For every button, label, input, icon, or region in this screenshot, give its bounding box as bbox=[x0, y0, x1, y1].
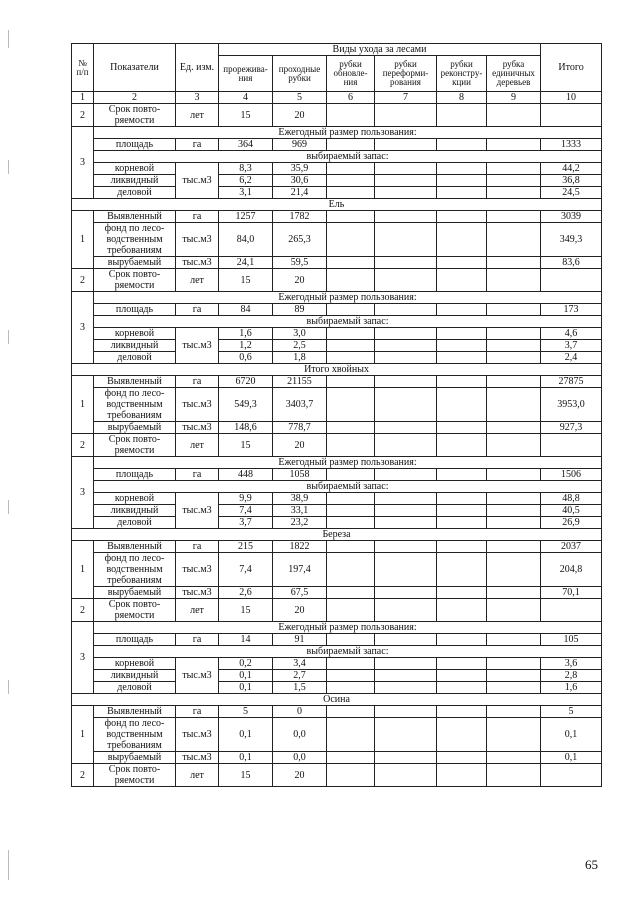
total-cell: 3,7 bbox=[541, 340, 602, 352]
table-row bbox=[72, 752, 602, 764]
table-row bbox=[72, 223, 602, 257]
col-number: 10 bbox=[541, 92, 602, 104]
row-label: фонд по лесо-водственным требованиям bbox=[94, 223, 176, 257]
table-row: 2 Срок повто-ряемости лет 15 20 bbox=[72, 764, 602, 787]
cell: 91 bbox=[273, 634, 327, 646]
section-row-aspen bbox=[72, 694, 602, 706]
table-row bbox=[72, 151, 602, 163]
cell: 9,9 bbox=[219, 493, 273, 505]
header-col-renewal: рубки обновле-ния bbox=[327, 56, 375, 92]
cell: 0,0 bbox=[273, 718, 327, 752]
header-col-single: рубка единичных деревьев bbox=[487, 56, 541, 92]
total-cell: 5 bbox=[541, 706, 602, 718]
row-label: корневой bbox=[94, 493, 176, 505]
row-unit: лет bbox=[176, 104, 219, 127]
row-label: Срок повто-ряемости bbox=[94, 269, 176, 292]
row-unit: га bbox=[176, 541, 219, 553]
column-number-row bbox=[72, 92, 602, 104]
section-row-conifer-total bbox=[72, 364, 602, 376]
cell: 1,8 bbox=[273, 352, 327, 364]
row-label: Выявленный bbox=[94, 541, 176, 553]
row-unit: тыс.м3 bbox=[176, 223, 219, 257]
table-row bbox=[72, 388, 602, 422]
total-cell: 0,1 bbox=[541, 752, 602, 764]
row-label: вырубаемый bbox=[94, 752, 176, 764]
cell: 20 bbox=[273, 764, 327, 787]
cell: 364 bbox=[219, 139, 273, 151]
cell: 21,4 bbox=[273, 187, 327, 199]
header-row bbox=[72, 44, 602, 56]
cell: 0,6 bbox=[219, 352, 273, 364]
row-label: Срок повто-ряемости bbox=[94, 599, 176, 622]
total-cell: 44,2 bbox=[541, 163, 602, 175]
cell: 3,7 bbox=[219, 517, 273, 529]
header-col-thinning: прорежива-ния bbox=[219, 56, 273, 92]
section-title: Осина bbox=[72, 694, 602, 706]
total-cell: 48,8 bbox=[541, 493, 602, 505]
row-label: корневой bbox=[94, 163, 176, 175]
total-cell: 2,8 bbox=[541, 670, 602, 682]
cell: 6,2 bbox=[219, 175, 273, 187]
row-label: Ежегодный размер пользования: bbox=[94, 622, 602, 634]
table-row bbox=[72, 316, 602, 328]
table-row bbox=[72, 163, 602, 175]
table-row: 2 Срок повто-ряемости лет 15 20 bbox=[72, 269, 602, 292]
header-col-pass: проходные рубки bbox=[273, 56, 327, 92]
header-care-types: Виды ухода за лесами bbox=[219, 44, 541, 56]
row-label: ликвидный bbox=[94, 175, 176, 187]
cell: 2,7 bbox=[273, 670, 327, 682]
table-row bbox=[72, 175, 602, 187]
col-number: 2 bbox=[94, 92, 176, 104]
table-row bbox=[72, 718, 602, 752]
row-label: фонд по лесо-водственным требованиям bbox=[94, 718, 176, 752]
row-label: ликвидный bbox=[94, 340, 176, 352]
row-unit: га bbox=[176, 211, 219, 223]
total-cell: 3039 bbox=[541, 211, 602, 223]
table-row: 3 Ежегодный размер пользования: bbox=[72, 457, 602, 469]
row-label: Срок повто-ряемости bbox=[94, 104, 176, 127]
row-unit: тыс.м3 bbox=[176, 752, 219, 764]
row-unit: лет bbox=[176, 764, 219, 787]
total-cell: 105 bbox=[541, 634, 602, 646]
row-label: площадь bbox=[94, 139, 176, 151]
table-row: 2 Срок повто-ряемости лет 15 20 bbox=[72, 599, 602, 622]
table-row bbox=[72, 469, 602, 481]
cell: 148,6 bbox=[219, 422, 273, 434]
cell: 23,2 bbox=[273, 517, 327, 529]
cell: 89 bbox=[273, 304, 327, 316]
row-label: ликвидный bbox=[94, 670, 176, 682]
binding-mark bbox=[8, 850, 9, 880]
row-unit: га bbox=[176, 706, 219, 718]
col-number: 4 bbox=[219, 92, 273, 104]
cell: 20 bbox=[273, 104, 327, 127]
cell: 0,1 bbox=[219, 752, 273, 764]
row-label: фонд по лесо-водственным требованиям bbox=[94, 553, 176, 587]
table-row: 1 Выявленный га 1257 1782 3039 bbox=[72, 211, 602, 223]
row-unit: лет bbox=[176, 269, 219, 292]
table-row bbox=[72, 139, 602, 151]
cell: 1,5 bbox=[273, 682, 327, 694]
cell: 33,1 bbox=[273, 505, 327, 517]
cell: 448 bbox=[219, 469, 273, 481]
cell: 15 bbox=[219, 269, 273, 292]
cell: 1,2 bbox=[219, 340, 273, 352]
cell: 14 bbox=[219, 634, 273, 646]
section-title: Береза bbox=[72, 529, 602, 541]
header-col-reform: рубки переформи-рования bbox=[375, 56, 437, 92]
cell: 3,0 bbox=[273, 328, 327, 340]
row-unit: тыс.м3 bbox=[176, 587, 219, 599]
header-indicators: Показатели bbox=[94, 44, 176, 92]
table-row bbox=[72, 505, 602, 517]
binding-mark bbox=[8, 330, 9, 344]
row-unit: тыс.м3 bbox=[176, 422, 219, 434]
cell: 21155 bbox=[273, 376, 327, 388]
table-row: 1 Выявленный га 215 1822 2037 bbox=[72, 541, 602, 553]
row-label: площадь bbox=[94, 634, 176, 646]
cell: 5 bbox=[219, 706, 273, 718]
row-label: деловой bbox=[94, 187, 176, 199]
total-cell: 3953,0 bbox=[541, 388, 602, 422]
cell: 1822 bbox=[273, 541, 327, 553]
row-label: фонд по лесо-водственным требованиям bbox=[94, 388, 176, 422]
total-cell: 2037 bbox=[541, 541, 602, 553]
total-cell: 1333 bbox=[541, 139, 602, 151]
total-cell: 927,3 bbox=[541, 422, 602, 434]
total-cell: 173 bbox=[541, 304, 602, 316]
cell: 6720 bbox=[219, 376, 273, 388]
cell: 0,2 bbox=[219, 658, 273, 670]
cell: 1058 bbox=[273, 469, 327, 481]
row-label: Выявленный bbox=[94, 706, 176, 718]
header-unit: Ед. изм. bbox=[176, 44, 219, 92]
row-label: Ежегодный размер пользования: bbox=[94, 457, 602, 469]
cell: 20 bbox=[273, 599, 327, 622]
row-label: Ежегодный размер пользования: bbox=[94, 292, 602, 304]
table-row bbox=[72, 257, 602, 269]
table-row bbox=[72, 481, 602, 493]
binding-mark bbox=[8, 680, 9, 694]
cell: 7,4 bbox=[219, 553, 273, 587]
table-row: 2 Срок повто-ряемости лет 15 20 bbox=[72, 434, 602, 457]
cell: 969 bbox=[273, 139, 327, 151]
row-label: площадь bbox=[94, 469, 176, 481]
total-cell: 36,8 bbox=[541, 175, 602, 187]
table-row: 1 Выявленный га 6720 21155 27875 bbox=[72, 376, 602, 388]
cell: 8,3 bbox=[219, 163, 273, 175]
cell: 15 bbox=[219, 599, 273, 622]
row-label: Ежегодный размер пользования: bbox=[94, 127, 602, 139]
cell: 3403,7 bbox=[273, 388, 327, 422]
table-row bbox=[72, 646, 602, 658]
cell: 24,1 bbox=[219, 257, 273, 269]
table-row: 3 Ежегодный размер пользования: bbox=[72, 127, 602, 139]
table-row: 1 Выявленный га 5 0 5 bbox=[72, 706, 602, 718]
cell: 215 bbox=[219, 541, 273, 553]
cell: 2,5 bbox=[273, 340, 327, 352]
row-unit: га bbox=[176, 376, 219, 388]
col-number: 5 bbox=[273, 92, 327, 104]
row-unit: га bbox=[176, 139, 219, 151]
cell: 15 bbox=[219, 434, 273, 457]
row-label: выбираемый запас: bbox=[94, 316, 602, 328]
table-row bbox=[72, 670, 602, 682]
section-title: Ель bbox=[72, 199, 602, 211]
row-label: корневой bbox=[94, 658, 176, 670]
cell: 0,1 bbox=[219, 718, 273, 752]
header-col-reconstr: рубки реконстру-кции bbox=[437, 56, 487, 92]
row-unit: тыс.м3 bbox=[176, 718, 219, 752]
table-row bbox=[72, 328, 602, 340]
page-number: 65 bbox=[585, 857, 598, 872]
cell: 0,1 bbox=[219, 670, 273, 682]
row-label: площадь bbox=[94, 304, 176, 316]
row-label: деловой bbox=[94, 352, 176, 364]
table-row: 3 Ежегодный размер пользования: bbox=[72, 622, 602, 634]
section-title: Итого хвойных bbox=[72, 364, 602, 376]
row-unit: тыс.м3 bbox=[176, 658, 219, 694]
section-row-birch bbox=[72, 529, 602, 541]
table-row bbox=[72, 658, 602, 670]
cell: 84 bbox=[219, 304, 273, 316]
row-label: вырубаемый bbox=[94, 422, 176, 434]
col-number: 6 bbox=[327, 92, 375, 104]
cell: 549,3 bbox=[219, 388, 273, 422]
header-total: Итого bbox=[541, 44, 602, 92]
col-number: 8 bbox=[437, 92, 487, 104]
row-label: Выявленный bbox=[94, 211, 176, 223]
total-cell: 0,1 bbox=[541, 718, 602, 752]
binding-mark bbox=[8, 500, 9, 514]
row-label: вырубаемый bbox=[94, 587, 176, 599]
cell: 0,0 bbox=[273, 752, 327, 764]
total-cell: 4,6 bbox=[541, 328, 602, 340]
row-unit: тыс.м3 bbox=[176, 388, 219, 422]
cell: 265,3 bbox=[273, 223, 327, 257]
table-row bbox=[72, 352, 602, 364]
row-label: выбираемый запас: bbox=[94, 646, 602, 658]
total-cell: 24,5 bbox=[541, 187, 602, 199]
forest-care-table bbox=[71, 43, 602, 787]
cell: 35,9 bbox=[273, 163, 327, 175]
row-label: вырубаемый bbox=[94, 257, 176, 269]
cell: 30,6 bbox=[273, 175, 327, 187]
total-cell: 1506 bbox=[541, 469, 602, 481]
total-cell: 1,6 bbox=[541, 682, 602, 694]
total-cell: 70,1 bbox=[541, 587, 602, 599]
cell: 20 bbox=[273, 269, 327, 292]
table-row: 2 Срок повто-ряемости лет 15 20 bbox=[72, 104, 602, 127]
row-label: корневой bbox=[94, 328, 176, 340]
total-cell: 26,9 bbox=[541, 517, 602, 529]
row-unit: тыс.м3 bbox=[176, 328, 219, 364]
cell: 3,4 bbox=[273, 658, 327, 670]
cell: 3,1 bbox=[219, 187, 273, 199]
cell: 0,1 bbox=[219, 682, 273, 694]
row-unit: лет bbox=[176, 434, 219, 457]
table-row bbox=[72, 187, 602, 199]
row-label: Срок повто-ряемости bbox=[94, 764, 176, 787]
table-row bbox=[72, 553, 602, 587]
table-row: 3 Ежегодный размер пользования: bbox=[72, 292, 602, 304]
cell: 67,5 bbox=[273, 587, 327, 599]
row-unit: лет bbox=[176, 599, 219, 622]
row-label: выбираемый запас: bbox=[94, 481, 602, 493]
total-cell: 2,4 bbox=[541, 352, 602, 364]
cell: 84,0 bbox=[219, 223, 273, 257]
cell: 7,4 bbox=[219, 505, 273, 517]
binding-mark bbox=[8, 30, 9, 48]
row-label: Срок повто-ряемости bbox=[94, 434, 176, 457]
table-row bbox=[72, 682, 602, 694]
cell: 15 bbox=[219, 764, 273, 787]
table-row bbox=[72, 517, 602, 529]
table-row bbox=[72, 587, 602, 599]
row-unit: тыс.м3 bbox=[176, 493, 219, 529]
section-row-el bbox=[72, 199, 602, 211]
row-unit: га bbox=[176, 304, 219, 316]
cell: 59,5 bbox=[273, 257, 327, 269]
row-unit: тыс.м3 bbox=[176, 163, 219, 199]
table-row bbox=[72, 304, 602, 316]
row-label: Выявленный bbox=[94, 376, 176, 388]
table-row bbox=[72, 634, 602, 646]
total-cell: 3,6 bbox=[541, 658, 602, 670]
table-row bbox=[72, 340, 602, 352]
total-cell: 83,6 bbox=[541, 257, 602, 269]
cell: 778,7 bbox=[273, 422, 327, 434]
total-cell: 40,5 bbox=[541, 505, 602, 517]
cell: 15 bbox=[219, 104, 273, 127]
total-cell: 204,8 bbox=[541, 553, 602, 587]
header-num: № п/п bbox=[72, 44, 94, 92]
cell: 38,9 bbox=[273, 493, 327, 505]
table-row bbox=[72, 422, 602, 434]
total-cell: 27875 bbox=[541, 376, 602, 388]
row-unit: га bbox=[176, 634, 219, 646]
cell: 20 bbox=[273, 434, 327, 457]
cell: 2,6 bbox=[219, 587, 273, 599]
cell: 197,4 bbox=[273, 553, 327, 587]
row-unit: га bbox=[176, 469, 219, 481]
cell: 1,6 bbox=[219, 328, 273, 340]
row-label: выбираемый запас: bbox=[94, 151, 602, 163]
row-unit: тыс.м3 bbox=[176, 257, 219, 269]
row-label: деловой bbox=[94, 517, 176, 529]
binding-mark bbox=[8, 160, 9, 174]
row-unit: тыс.м3 bbox=[176, 553, 219, 587]
cell: 1782 bbox=[273, 211, 327, 223]
col-number: 3 bbox=[176, 92, 219, 104]
table-row bbox=[72, 493, 602, 505]
col-number: 7 bbox=[375, 92, 437, 104]
cell: 1257 bbox=[219, 211, 273, 223]
row-label: ликвидный bbox=[94, 505, 176, 517]
col-number: 9 bbox=[487, 92, 541, 104]
row-label: деловой bbox=[94, 682, 176, 694]
cell: 0 bbox=[273, 706, 327, 718]
col-number: 1 bbox=[72, 92, 94, 104]
total-cell: 349,3 bbox=[541, 223, 602, 257]
